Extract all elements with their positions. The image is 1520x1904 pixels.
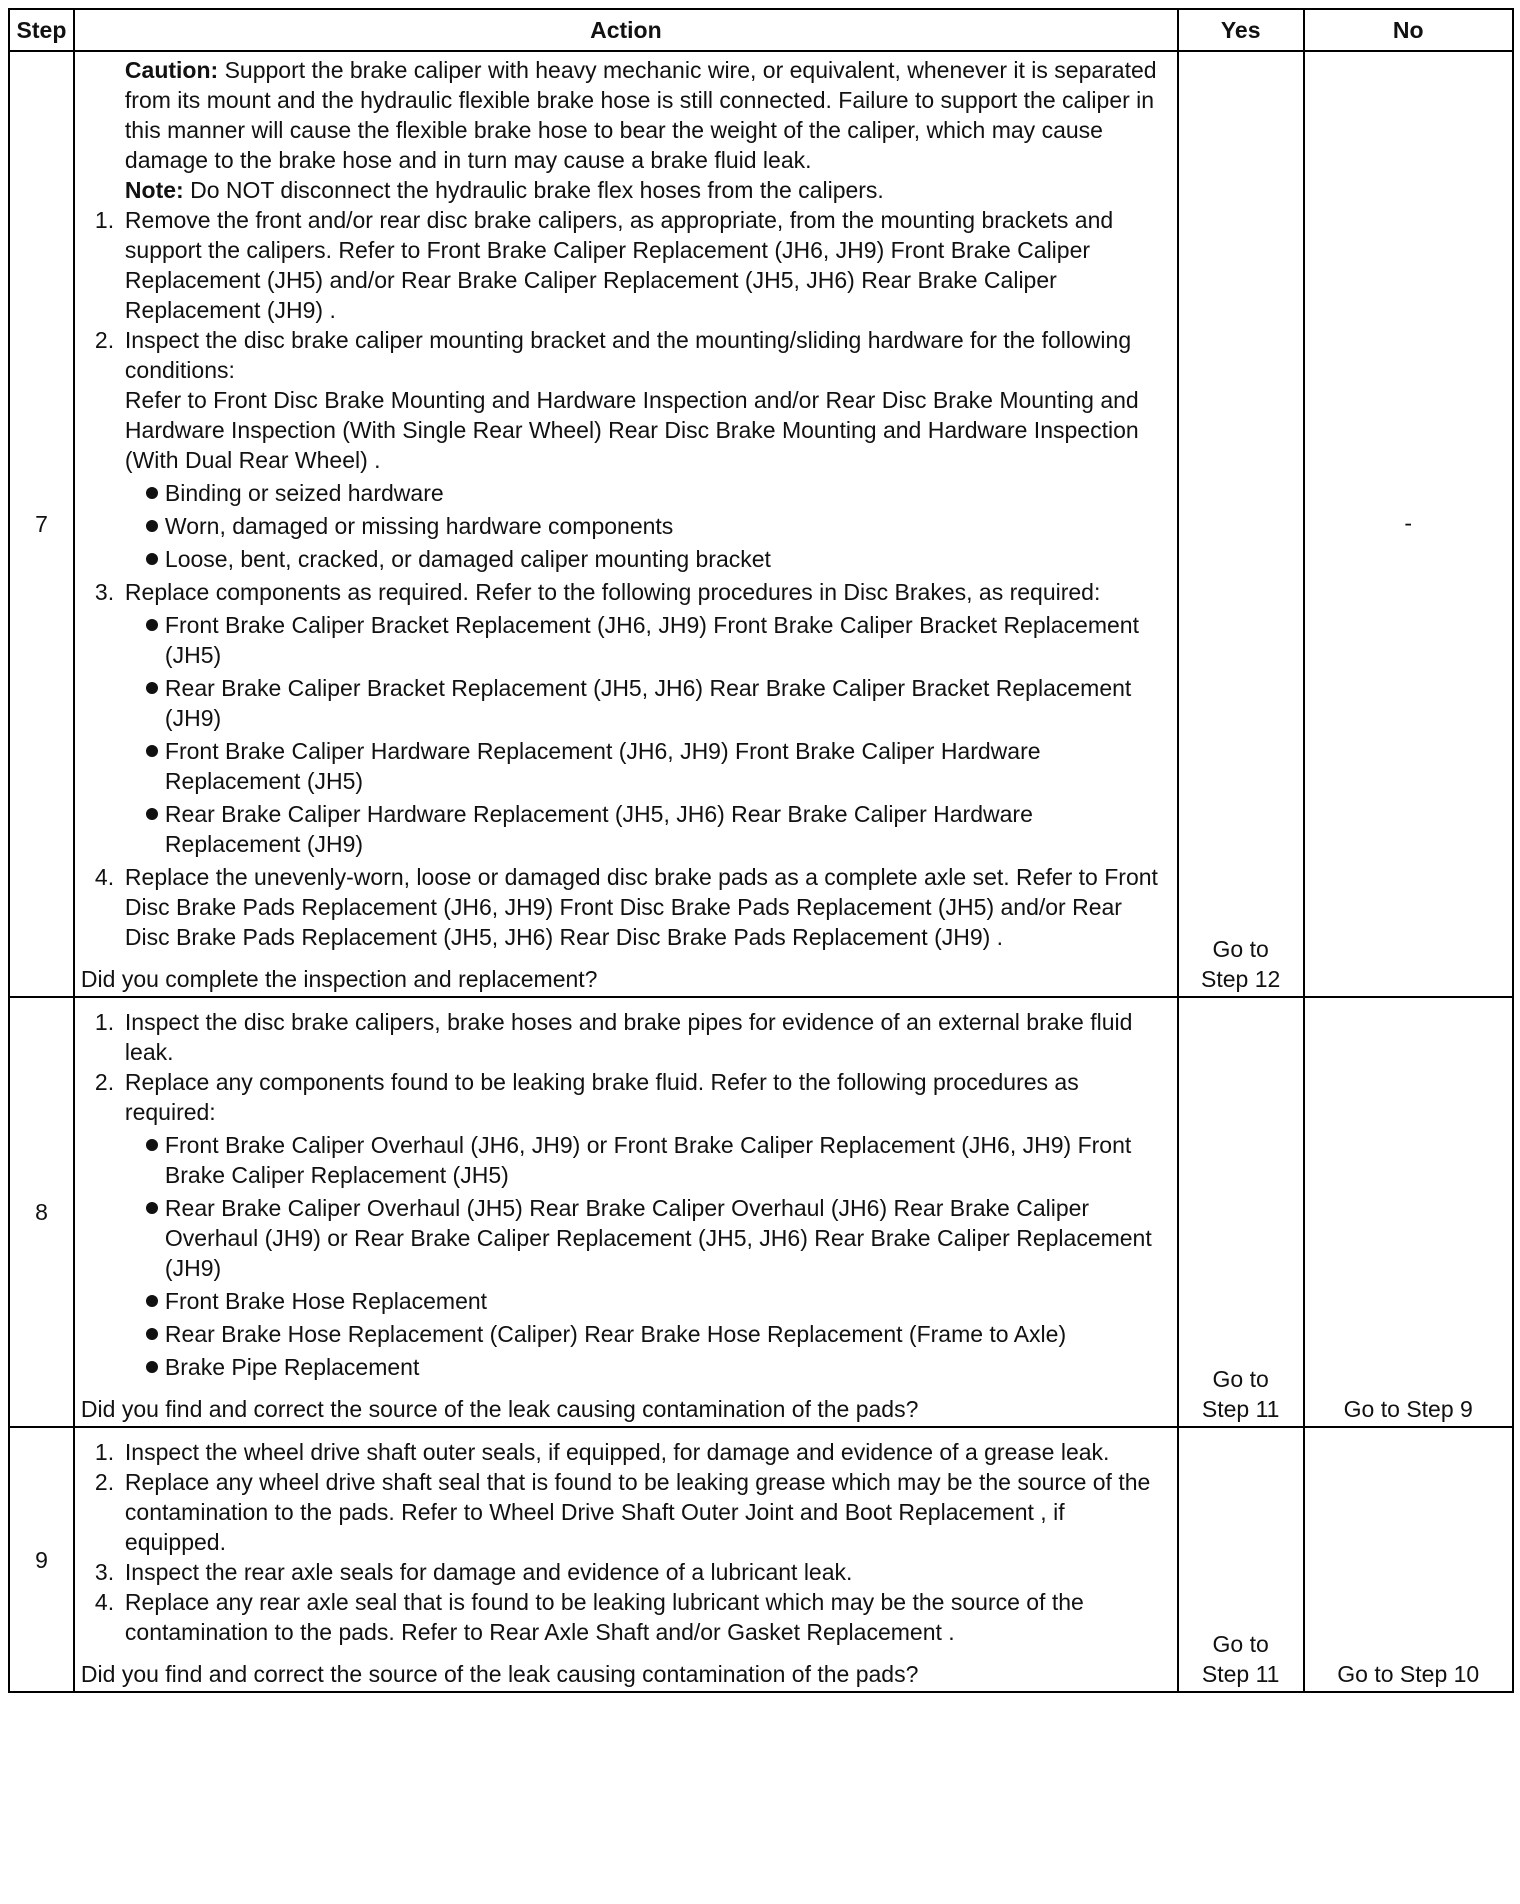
bullet-icon: [145, 610, 165, 670]
list-item: 3. Inspect the rear axle seals for damage and evidence of a lubricant leak.: [94, 1559, 853, 1585]
bullet-icon: [145, 1352, 165, 1382]
bullet-icon: [145, 736, 165, 796]
no-cell: Go to Step 9: [1304, 997, 1514, 1427]
bullet-item: Rear Brake Hose Replacement (Caliper) Rear Brake Hose Replacement (Frame to Axle): [81, 1319, 1167, 1349]
bullet-item: Rear Brake Caliper Hardware Replacement (JH5, JH6) Rear Brake Caliper Hardware Replacement (JH9): [81, 799, 1167, 859]
header-action: Action: [74, 9, 1178, 51]
table-header-row: [9, 9, 1513, 51]
list-item: 3. Replace components as required. Refer to the following procedures in Disc Brakes, as required:: [94, 579, 1101, 605]
question-text: Did you find and correct the source of the leak causing contamination of the pads?: [80, 1396, 919, 1422]
action-cell: [74, 997, 1178, 1427]
bullet-item: Brake Pipe Replacement: [81, 1352, 1167, 1382]
table-row-step-9: [9, 1427, 1513, 1692]
header-yes: Yes: [1178, 9, 1304, 51]
list-item: 1. Remove the front and/or rear disc brake calipers, as appropriate, from the mounting brackets and support the calipers. Refer to Front Brake Caliper Replacement (JH6, JH9) Front Brake Caliper Replacement (JH5) and/or Rear Brake Caliper Replacement (JH5, JH6) Rear Brake Caliper Replacement (JH9) .: [94, 207, 1114, 323]
bullet-item: Front Brake Caliper Bracket Replacement (JH6, JH9) Front Brake Caliper Bracket Replacement (JH5): [81, 610, 1167, 670]
header-no: No: [1304, 9, 1514, 51]
bullet-item: Worn, damaged or missing hardware components: [81, 511, 1167, 541]
action-cell: [74, 1427, 1178, 1692]
bullet-icon: [145, 511, 165, 541]
bullet-item: Rear Brake Caliper Bracket Replacement (JH5, JH6) Rear Brake Caliper Bracket Replacement (JH9): [81, 673, 1167, 733]
table-row-step-7: [9, 51, 1513, 997]
step-number: 8: [9, 997, 74, 1427]
bullet-icon: [145, 544, 165, 574]
bullet-item: Front Brake Hose Replacement: [81, 1286, 1167, 1316]
bullet-icon: [145, 799, 165, 859]
header-step: Step: [9, 9, 74, 51]
caution-text: Support the brake caliper with heavy mechanic wire, or equivalent, whenever it is separated from its mount and the hydraulic flexible brake hose is still connected. Failure to support the caliper in this manner will cause the flexible brake hose to bear the weight of the caliper, which may cause damage to the brake hose and in turn may cause a brake fluid leak.: [124, 57, 1157, 173]
list-item: 2. Inspect the disc brake caliper mounting bracket and the mounting/sliding hardware for the following conditions: Refer to Front Disc Brake Mounting and Hardware Inspection and/or Rear Disc Brake Mounting and Hardware Inspection (With Single Rear Wheel) Rear Disc Brake Mounting and Hardware Inspection (With Dual Rear Wheel) .: [94, 327, 1139, 473]
bullet-item: Loose, bent, cracked, or damaged caliper mounting bracket: [81, 544, 1167, 574]
note-label: Note:: [124, 177, 184, 203]
bullet-item: Binding or seized hardware: [81, 478, 1167, 508]
list-item: 1. Inspect the disc brake calipers, brake hoses and brake pipes for evidence of an external brake fluid leak.: [94, 1009, 1133, 1065]
caution-paragraph: [81, 55, 1167, 175]
bullet-icon: [145, 1286, 165, 1316]
yes-line-2: Step 12: [1201, 966, 1281, 992]
bullet-icon: [145, 1319, 165, 1349]
question-text: Did you complete the inspection and replacement?: [80, 966, 598, 992]
bullet-icon: [145, 673, 165, 733]
bullet-item: Front Brake Caliper Hardware Replacement (JH6, JH9) Front Brake Caliper Hardware Replacement (JH5): [81, 736, 1167, 796]
question-text: Did you find and correct the source of the leak causing contamination of the pads?: [80, 1661, 919, 1687]
yes-line-2: Step 11: [1201, 1661, 1280, 1687]
note-text: Do NOT disconnect the hydraulic brake flex hoses from the calipers.: [190, 177, 884, 203]
note-paragraph: [81, 175, 1167, 205]
caution-label: Caution:: [124, 57, 219, 83]
table-row-step-8: [9, 997, 1513, 1427]
bullet-icon: [145, 478, 165, 508]
no-cell: Go to Step 10: [1304, 1427, 1514, 1692]
list-item: 1. Inspect the wheel drive shaft outer seals, if equipped, for damage and evidence of a grease leak.: [94, 1439, 1110, 1465]
yes-line-1: Go to: [1212, 1366, 1269, 1392]
list-item: 2. Replace any components found to be leaking brake fluid. Refer to the following procedures as required:: [94, 1069, 1079, 1125]
yes-line-2: Step 11: [1201, 1396, 1280, 1422]
yes-line-1: Go to: [1212, 1631, 1269, 1657]
bullet-icon: [145, 1193, 165, 1283]
list-item: 2. Replace any wheel drive shaft seal that is found to be leaking grease which may be the source of the contamination to the pads. Refer to Wheel Drive Shaft Outer Joint and Boot Replacement , if equipped.: [94, 1469, 1151, 1555]
diagnostic-table-container: [8, 8, 1514, 1693]
step-number: 7: [9, 51, 74, 997]
step-number: 9: [9, 1427, 74, 1692]
diagnostic-table: [8, 8, 1514, 1693]
bullet-item: Rear Brake Caliper Overhaul (JH5) Rear Brake Caliper Overhaul (JH6) Rear Brake Caliper Overhaul (JH9) or Rear Brake Caliper Replacement (JH5, JH6) Rear Brake Caliper Replacement (JH9): [81, 1193, 1167, 1283]
list-item: 4. Replace the unevenly-worn, loose or damaged disc brake pads as a complete axle set. Refer to Front Disc Brake Pads Replacement (JH6, JH9) Front Disc Brake Pads Replacement (JH5) and/or Rear Disc Brake Pads Replacement (JH5, JH6) Rear Disc Brake Pads Replacement (JH9) .: [94, 864, 1158, 950]
no-cell: -: [1304, 51, 1514, 997]
bullet-icon: [145, 1130, 165, 1190]
list-item: 4. Replace any rear axle seal that is found to be leaking lubricant which may be the source of the contamination to the pads. Refer to Rear Axle Shaft and/or Gasket Replacement .: [94, 1589, 1084, 1645]
yes-cell: [1178, 51, 1304, 997]
action-cell: [74, 51, 1178, 997]
yes-line-1: Go to: [1212, 936, 1269, 962]
yes-cell: [1178, 997, 1304, 1427]
bullet-item: Front Brake Caliper Overhaul (JH6, JH9) or Front Brake Caliper Replacement (JH6, JH9) Front Brake Caliper Replacement (JH5): [81, 1130, 1167, 1190]
yes-cell: [1178, 1427, 1304, 1692]
